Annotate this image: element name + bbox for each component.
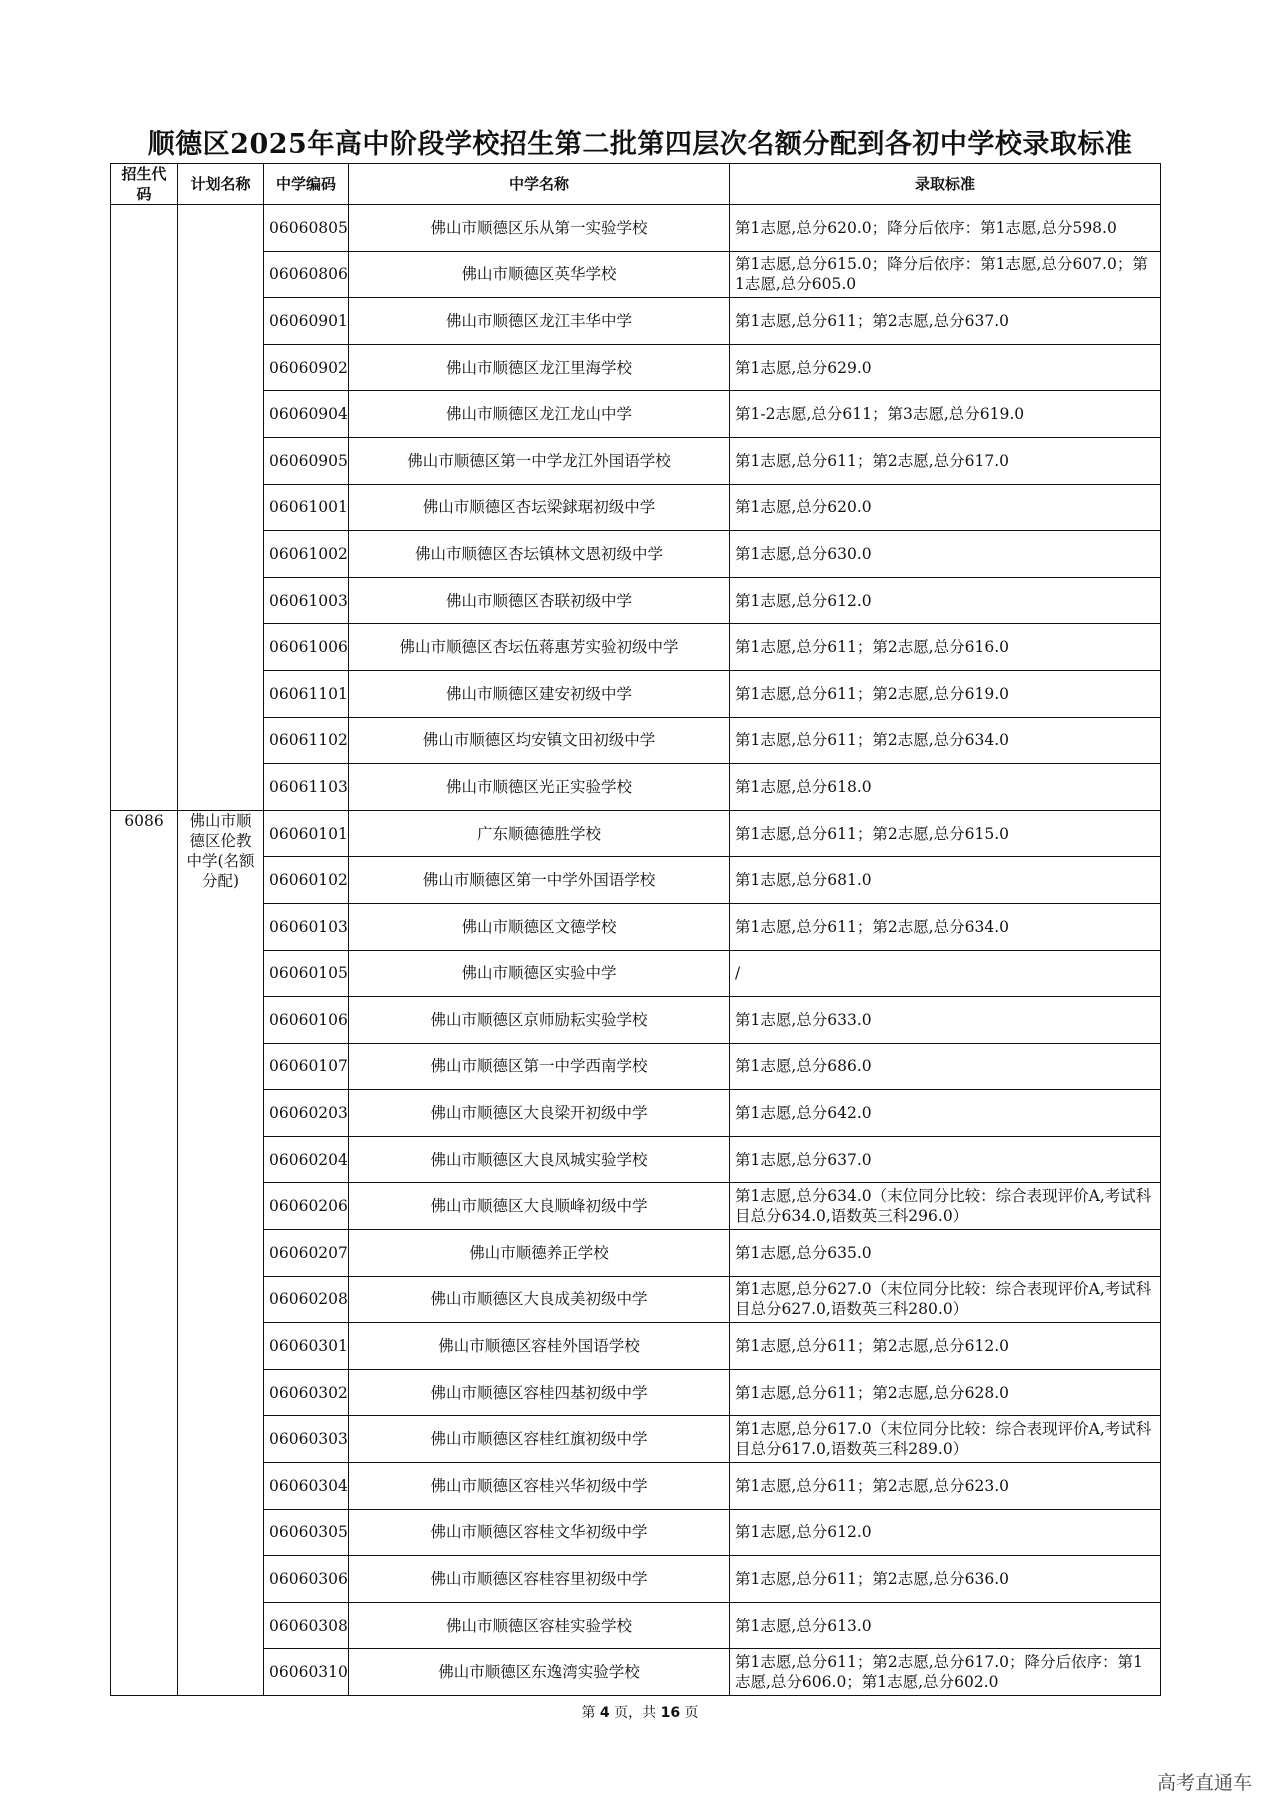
school-name-cell: 佛山市顺德区建安初级中学	[349, 670, 730, 717]
admission-table	[110, 163, 1161, 1696]
school-code-cell: 06060310	[264, 1649, 349, 1696]
school-name-cell: 佛山市顺德养正学校	[349, 1230, 730, 1277]
school-code-cell: 06060306	[264, 1556, 349, 1603]
criteria-cell: 第1志愿,总分611；第2志愿,总分612.0	[730, 1323, 1161, 1370]
table-row	[111, 997, 1161, 1044]
header-school-name: 中学名称	[349, 164, 730, 205]
footer-middle: 页，共	[614, 1705, 657, 1721]
criteria-cell: 第1志愿,总分618.0	[730, 764, 1161, 811]
school-name-cell: 佛山市顺德区光正实验学校	[349, 764, 730, 811]
plan-name-cell: 佛山市顺德区伦教中学(名额分配)	[178, 810, 264, 1695]
criteria-cell: 第1志愿,总分681.0	[730, 857, 1161, 904]
table-row	[111, 1136, 1161, 1183]
criteria-cell: 第1志愿,总分637.0	[730, 1136, 1161, 1183]
table-row	[111, 1323, 1161, 1370]
criteria-cell: 第1志愿,总分630.0	[730, 531, 1161, 578]
school-name-cell: 佛山市顺德区京师励耘实验学校	[349, 997, 730, 1044]
school-code-cell: 06061002	[264, 531, 349, 578]
school-code-cell: 06060302	[264, 1369, 349, 1416]
criteria-cell: 第1志愿,总分633.0	[730, 997, 1161, 1044]
school-name-cell: 佛山市顺德区第一中学西南学校	[349, 1043, 730, 1090]
school-code-cell: 06060904	[264, 391, 349, 438]
page-footer	[0, 1702, 1280, 1722]
table-row	[111, 205, 1161, 252]
table-row	[111, 1649, 1161, 1696]
table-row	[111, 1416, 1161, 1463]
table-row	[111, 670, 1161, 717]
school-name-cell: 佛山市顺德区均安镇文田初级中学	[349, 717, 730, 764]
table-row	[111, 1602, 1161, 1649]
criteria-cell: 第1志愿,总分612.0	[730, 577, 1161, 624]
school-name-cell: 佛山市顺德区容桂容里初级中学	[349, 1556, 730, 1603]
school-code-cell: 06060207	[264, 1230, 349, 1277]
criteria-cell: 第1志愿,总分611；第2志愿,总分634.0	[730, 903, 1161, 950]
school-name-cell: 佛山市顺德区杏坛梁銶琚初级中学	[349, 484, 730, 531]
school-code-cell: 06060905	[264, 437, 349, 484]
school-code-cell: 06060305	[264, 1509, 349, 1556]
table-row	[111, 903, 1161, 950]
criteria-cell: 第1志愿,总分620.0	[730, 484, 1161, 531]
school-name-cell: 佛山市顺德区大良成美初级中学	[349, 1276, 730, 1323]
school-name-cell: 广东顺德德胜学校	[349, 810, 730, 857]
criteria-cell: 第1志愿,总分627.0（末位同分比较：综合表现评价A,考试科目总分627.0,语数英三科280.0）	[730, 1276, 1161, 1323]
plan-code-cell	[111, 205, 178, 811]
criteria-cell: /	[730, 950, 1161, 997]
table-header-row	[111, 164, 1161, 205]
criteria-cell: 第1志愿,总分686.0	[730, 1043, 1161, 1090]
criteria-cell: 第1志愿,总分611；第2志愿,总分615.0	[730, 810, 1161, 857]
school-code-cell: 06060208	[264, 1276, 349, 1323]
watermark: 高考直通车	[1156, 1772, 1252, 1794]
table-body	[111, 205, 1161, 1696]
header-plan-code: 招生代码	[111, 164, 178, 205]
criteria-cell: 第1志愿,总分615.0；降分后依序：第1志愿,总分607.0；第1志愿,总分605.0	[730, 251, 1161, 298]
criteria-cell: 第1志愿,总分611；第2志愿,总分636.0	[730, 1556, 1161, 1603]
school-name-cell: 佛山市顺德区容桂兴华初级中学	[349, 1463, 730, 1510]
school-code-cell: 06060805	[264, 205, 349, 252]
school-code-cell: 06061103	[264, 764, 349, 811]
table-row	[111, 1369, 1161, 1416]
school-name-cell: 佛山市顺德区龙江里海学校	[349, 344, 730, 391]
school-name-cell: 佛山市顺德区龙江龙山中学	[349, 391, 730, 438]
school-code-cell: 06060105	[264, 950, 349, 997]
table-row	[111, 1463, 1161, 1510]
table-row	[111, 1090, 1161, 1137]
school-name-cell: 佛山市顺德区大良顺峰初级中学	[349, 1183, 730, 1230]
school-code-cell: 06060101	[264, 810, 349, 857]
header-school-code: 中学编码	[264, 164, 349, 205]
criteria-cell: 第1-2志愿,总分611；第3志愿,总分619.0	[730, 391, 1161, 438]
criteria-cell: 第1志愿,总分629.0	[730, 344, 1161, 391]
table-row	[111, 391, 1161, 438]
criteria-cell: 第1志愿,总分620.0；降分后依序：第1志愿,总分598.0	[730, 205, 1161, 252]
criteria-cell: 第1志愿,总分611；第2志愿,总分617.0；降分后依序：第1志愿,总分606.0；第1志愿,总分602.0	[730, 1649, 1161, 1696]
criteria-cell: 第1志愿,总分611；第2志愿,总分619.0	[730, 670, 1161, 717]
school-code-cell: 06061001	[264, 484, 349, 531]
school-name-cell: 佛山市顺德区文德学校	[349, 903, 730, 950]
criteria-cell: 第1志愿,总分617.0（末位同分比较：综合表现评价A,考试科目总分617.0,语数英三科289.0）	[730, 1416, 1161, 1463]
school-code-cell: 06060206	[264, 1183, 349, 1230]
table-row	[111, 1276, 1161, 1323]
plan-code-cell: 6086	[111, 810, 178, 1695]
school-name-cell: 佛山市顺德区杏联初级中学	[349, 577, 730, 624]
table-row	[111, 810, 1161, 857]
table-row	[111, 1183, 1161, 1230]
criteria-cell: 第1志愿,总分642.0	[730, 1090, 1161, 1137]
school-code-cell: 06060103	[264, 903, 349, 950]
school-code-cell: 06061003	[264, 577, 349, 624]
criteria-cell: 第1志愿,总分611；第2志愿,总分623.0	[730, 1463, 1161, 1510]
school-code-cell: 06061006	[264, 624, 349, 671]
school-code-cell: 06060304	[264, 1463, 349, 1510]
school-name-cell: 佛山市顺德区大良梁开初级中学	[349, 1090, 730, 1137]
table-row	[111, 1230, 1161, 1277]
table-row	[111, 577, 1161, 624]
header-criteria: 录取标准	[730, 164, 1161, 205]
footer-prefix: 第	[581, 1705, 596, 1721]
header-plan-name: 计划名称	[178, 164, 264, 205]
criteria-cell: 第1志愿,总分613.0	[730, 1602, 1161, 1649]
school-code-cell: 06060806	[264, 251, 349, 298]
school-name-cell: 佛山市顺德区容桂文华初级中学	[349, 1509, 730, 1556]
table-row	[111, 437, 1161, 484]
school-code-cell: 06060303	[264, 1416, 349, 1463]
table-row	[111, 857, 1161, 904]
school-name-cell: 佛山市顺德区英华学校	[349, 251, 730, 298]
school-code-cell: 06060901	[264, 298, 349, 345]
school-name-cell: 佛山市顺德区杏坛伍蒋惠芳实验初级中学	[349, 624, 730, 671]
table-row	[111, 624, 1161, 671]
table-row	[111, 1043, 1161, 1090]
table-row	[111, 531, 1161, 578]
criteria-cell: 第1志愿,总分611；第2志愿,总分616.0	[730, 624, 1161, 671]
school-code-cell: 06060203	[264, 1090, 349, 1137]
school-code-cell: 06060308	[264, 1602, 349, 1649]
school-name-cell: 佛山市顺德区龙江丰华中学	[349, 298, 730, 345]
criteria-cell: 第1志愿,总分635.0	[730, 1230, 1161, 1277]
school-name-cell: 佛山市顺德区容桂四基初级中学	[349, 1369, 730, 1416]
school-code-cell: 06060204	[264, 1136, 349, 1183]
footer-total-pages: 16	[660, 1705, 681, 1721]
school-code-cell: 06060102	[264, 857, 349, 904]
school-name-cell: 佛山市顺德区乐从第一实验学校	[349, 205, 730, 252]
criteria-cell: 第1志愿,总分611；第2志愿,总分634.0	[730, 717, 1161, 764]
school-name-cell: 佛山市顺德区杏坛镇林文恩初级中学	[349, 531, 730, 578]
school-name-cell: 佛山市顺德区东逸湾实验学校	[349, 1649, 730, 1696]
table-row	[111, 764, 1161, 811]
school-name-cell: 佛山市顺德区容桂红旗初级中学	[349, 1416, 730, 1463]
school-code-cell: 06061101	[264, 670, 349, 717]
table-row	[111, 251, 1161, 298]
criteria-cell: 第1志愿,总分611；第2志愿,总分617.0	[730, 437, 1161, 484]
school-name-cell: 佛山市顺德区第一中学龙江外国语学校	[349, 437, 730, 484]
table-row	[111, 717, 1161, 764]
criteria-cell: 第1志愿,总分634.0（末位同分比较：综合表现评价A,考试科目总分634.0,语数英三科296.0）	[730, 1183, 1161, 1230]
school-code-cell: 06061102	[264, 717, 349, 764]
school-name-cell: 佛山市顺德区实验中学	[349, 950, 730, 997]
footer-page-number: 4	[599, 1705, 610, 1721]
school-name-cell: 佛山市顺德区容桂外国语学校	[349, 1323, 730, 1370]
school-code-cell: 06060106	[264, 997, 349, 1044]
table-row	[111, 298, 1161, 345]
school-code-cell: 06060107	[264, 1043, 349, 1090]
table-row	[111, 1556, 1161, 1603]
table-row	[111, 1509, 1161, 1556]
school-code-cell: 06060301	[264, 1323, 349, 1370]
table-row	[111, 344, 1161, 391]
school-name-cell: 佛山市顺德区第一中学外国语学校	[349, 857, 730, 904]
plan-name-cell	[178, 205, 264, 811]
page-title: 顺德区2025年高中阶段学校招生第二批第四层次名额分配到各初中学校录取标准	[147, 129, 1133, 160]
school-name-cell: 佛山市顺德区大良凤城实验学校	[349, 1136, 730, 1183]
school-code-cell: 06060902	[264, 344, 349, 391]
table-row	[111, 950, 1161, 997]
footer-suffix: 页	[684, 1705, 699, 1721]
school-name-cell: 佛山市顺德区容桂实验学校	[349, 1602, 730, 1649]
criteria-cell: 第1志愿,总分611；第2志愿,总分637.0	[730, 298, 1161, 345]
table-row	[111, 484, 1161, 531]
criteria-cell: 第1志愿,总分612.0	[730, 1509, 1161, 1556]
criteria-cell: 第1志愿,总分611；第2志愿,总分628.0	[730, 1369, 1161, 1416]
